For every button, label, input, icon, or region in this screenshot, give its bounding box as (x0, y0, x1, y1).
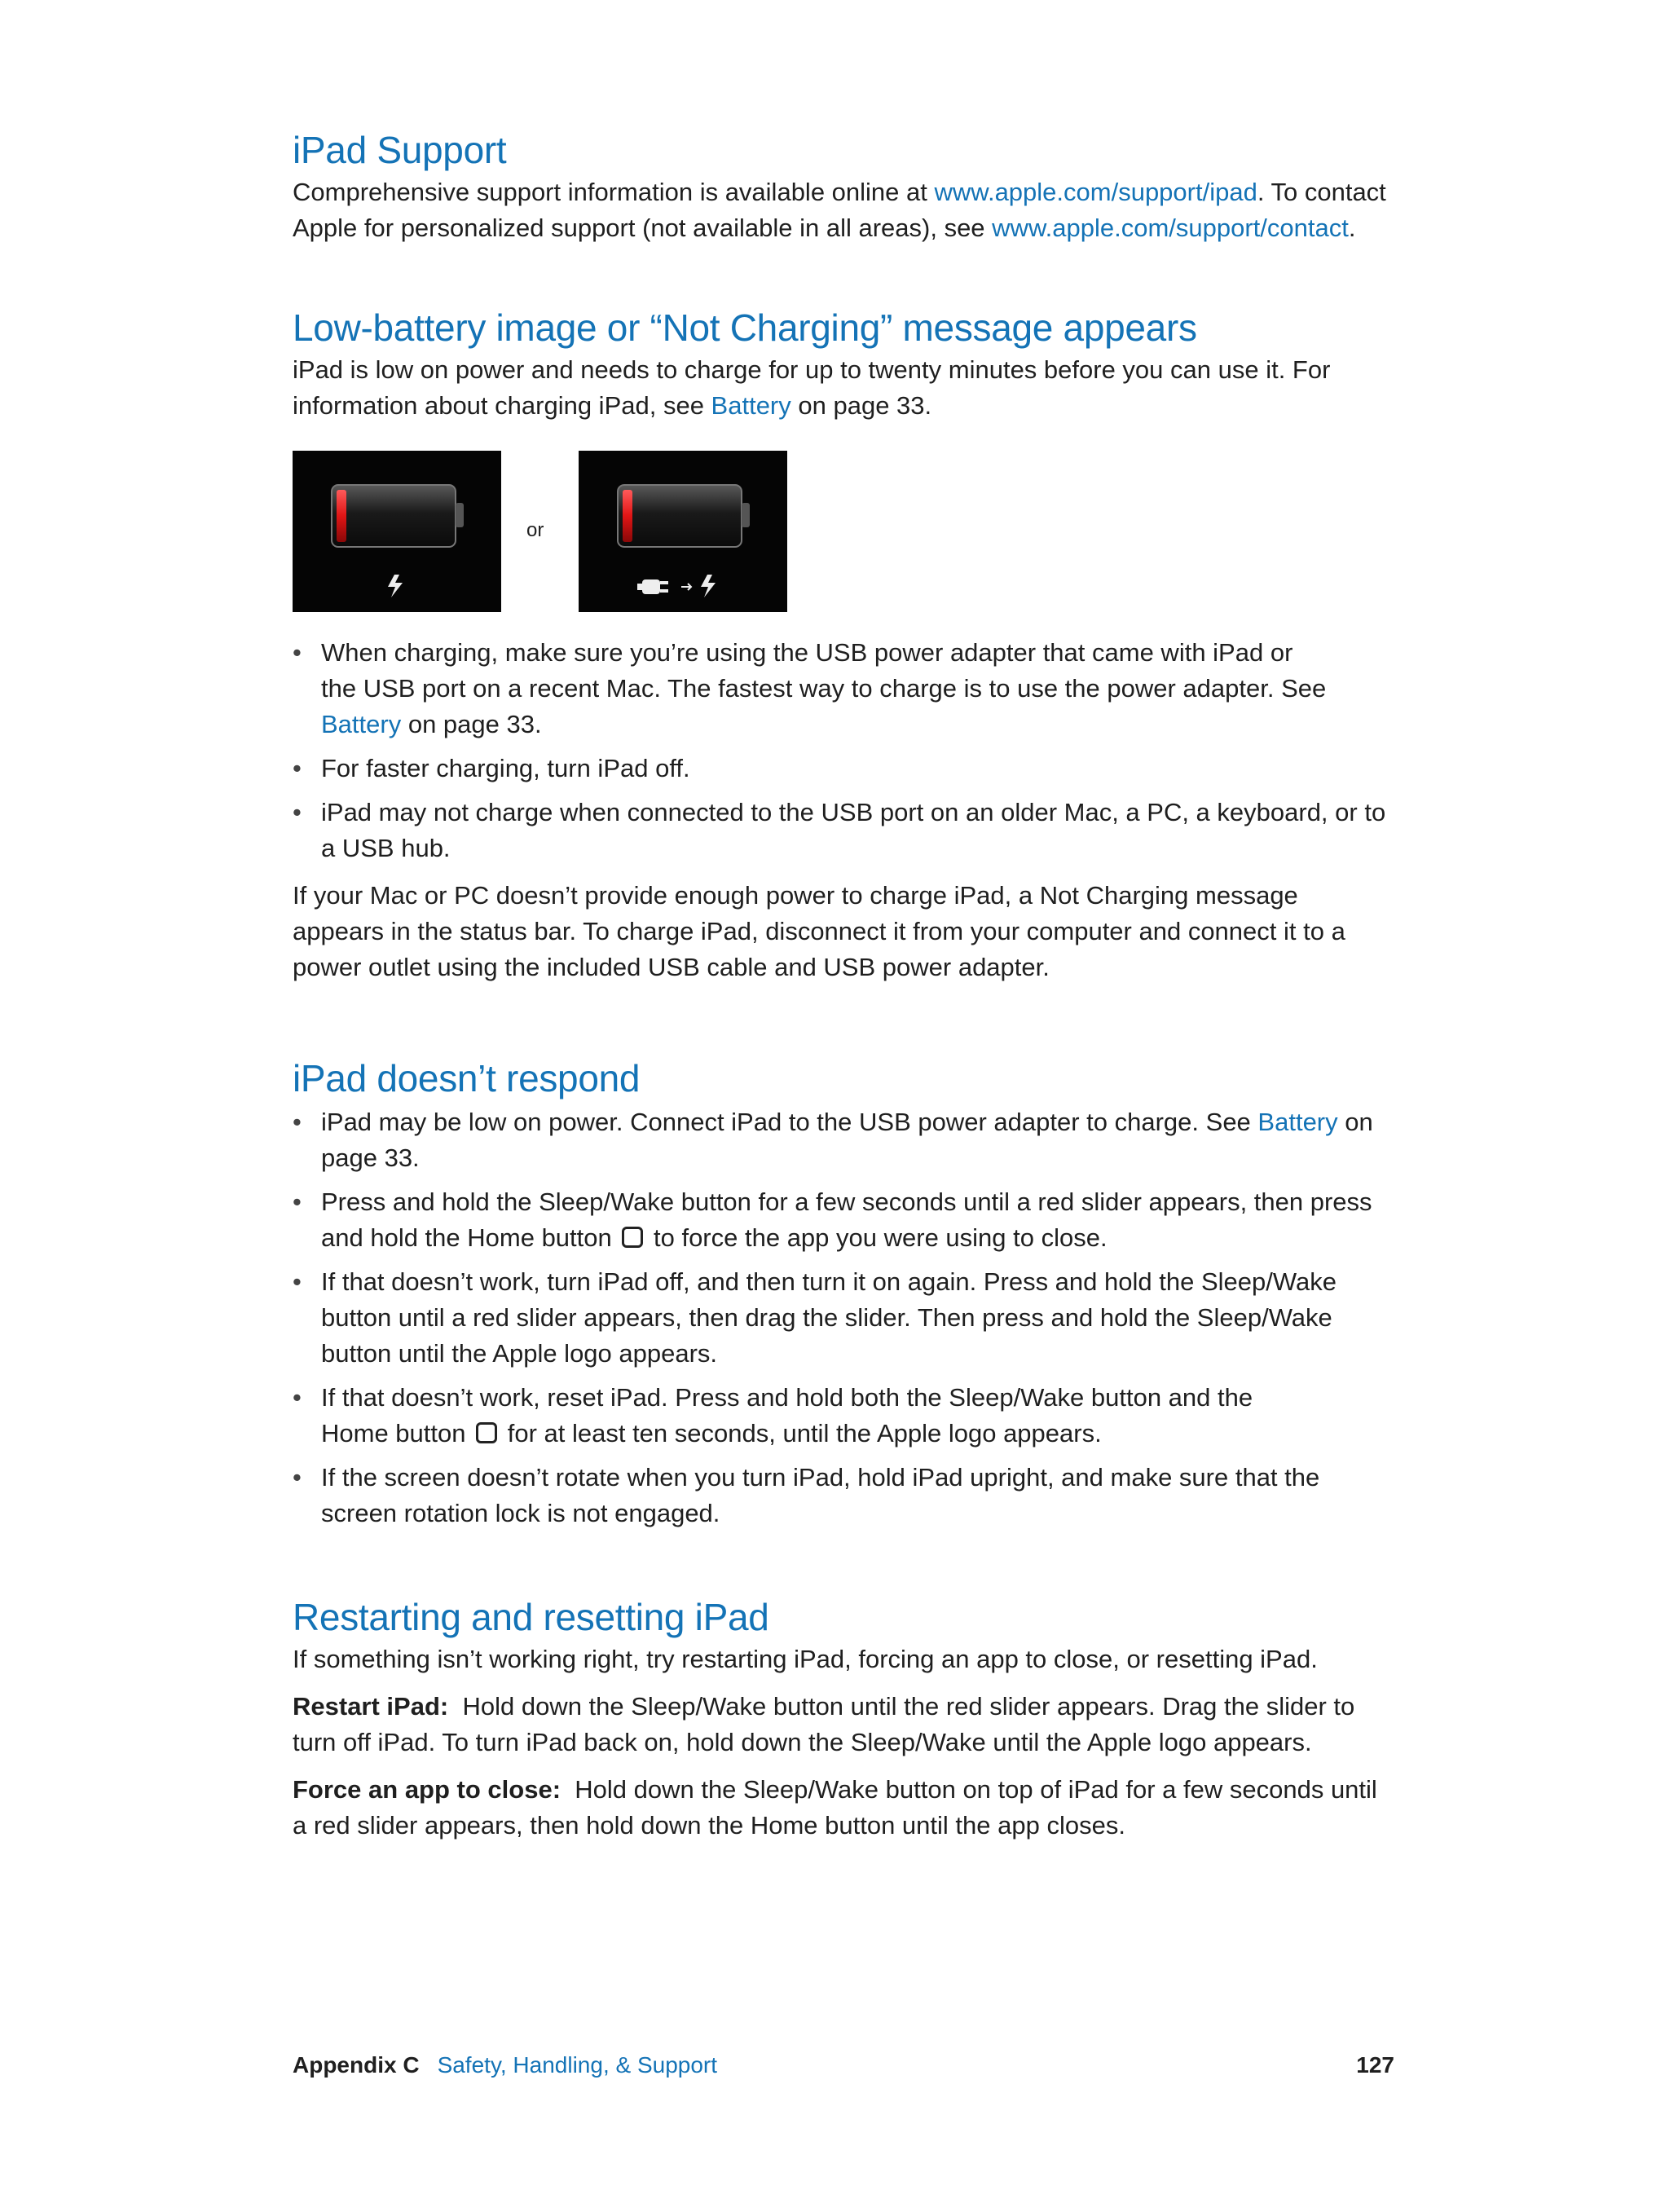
figure-or-label: or (526, 519, 544, 541)
section-title: iPad doesn’t respond (293, 1057, 641, 1099)
section-ipad-support (293, 129, 1401, 246)
list-item: • For faster charging, turn iPad off. (293, 754, 690, 782)
text-run: Press and hold the Sleep/Wake button for a few seconds until a red slider appears, then press (321, 1188, 1372, 1216)
text-run: power outlet using the included USB cable and USB power adapter. (293, 953, 1050, 981)
text-run: appears in the status bar. To charge iPad, disconnect it from your computer and connect it to a (293, 917, 1345, 945)
doesnt-respond-list (293, 1104, 1401, 1531)
text-run: If that doesn’t work, reset iPad. Press and hold both the Sleep/Wake button and the (321, 1383, 1253, 1412)
support-paragraph (293, 174, 1401, 246)
restart-intro: If something isn’t working right, try restarting iPad, forcing an app to close, or resetting iPad. (293, 1645, 1318, 1673)
restart-paragraph (293, 1689, 1401, 1760)
text-run: If the screen doesn’t rotate when you turn iPad, hold iPad upright, and make sure that the (321, 1463, 1320, 1492)
home-button-icon (622, 1227, 643, 1248)
text-run: button until a red slider appears, then drag the slider. Then press and hold the Sleep/Wake (321, 1303, 1332, 1332)
low-battery-list (293, 635, 1401, 866)
arrow-right-icon (681, 584, 691, 590)
text-run: and hold the Home button (321, 1223, 619, 1252)
text-run: information about charging iPad, see (293, 391, 711, 420)
text-run: button until the Apple logo appears. (321, 1339, 718, 1368)
page-footer (293, 2052, 1394, 2078)
text-run: on (1337, 1108, 1373, 1136)
not-charging-paragraph (293, 878, 1401, 985)
text-run: iPad may be low on power. Connect iPad to the USB power adapter to charge. See (321, 1108, 1258, 1136)
text-run: iPad is low on power and needs to charge for up to twenty minutes before you can use it. For (293, 355, 1331, 384)
chapter-link[interactable]: Safety, Handling, & Support (437, 2052, 718, 2078)
home-button-icon (476, 1422, 497, 1443)
text-run: the USB port on a recent Mac. The fastest way to charge is to use the power adapter. See (321, 674, 1327, 703)
section-low-battery (293, 306, 1401, 424)
support-link[interactable]: www.apple.com/support/ipad (934, 178, 1257, 206)
list-item: • Press and hold the Sleep/Wake button for a few seconds until a red slider appears, then press and hold the Home button to force the app you were using to close. (293, 1188, 1372, 1252)
text-run: for at least ten seconds, until the Apple logo appears. (500, 1419, 1102, 1447)
text-run: turn off iPad. To turn iPad back on, hold down the Sleep/Wake until the Apple logo appears. (293, 1728, 1312, 1756)
list-item: • If that doesn’t work, reset iPad. Press and hold both the Sleep/Wake button and the Home button for at least ten seconds, until the Apple logo appears. (293, 1383, 1253, 1447)
text-run: . To contact (1257, 178, 1386, 206)
text-run: Comprehensive support information is available online at (293, 178, 935, 206)
restart-label: Restart iPad: (293, 1692, 449, 1721)
text-run: Hold down the Sleep/Wake button until the red slider appears. Drag the slider to (448, 1692, 1355, 1721)
low-battery-intro (293, 352, 1401, 424)
not-charging-image (579, 451, 787, 612)
text-run: For faster charging, turn iPad off. (321, 754, 690, 782)
lightning-icon (388, 575, 403, 597)
low-battery-image (293, 451, 501, 612)
text-run: Home button (321, 1419, 473, 1447)
text-run: page 33. (321, 1143, 420, 1172)
text-run: Hold down the Sleep/Wake button on top of iPad for a few seconds until (561, 1775, 1377, 1804)
text-run: If your Mac or PC doesn’t provide enough power to charge iPad, a Not Charging message (293, 881, 1298, 910)
list-item: • iPad may not charge when connected to the USB port on an older Mac, a PC, a keyboard, or to a USB hub. (293, 798, 1386, 862)
plug-icon (637, 579, 668, 594)
contact-link[interactable]: www.apple.com/support/contact (992, 214, 1349, 242)
battery-link[interactable]: Battery (1257, 1108, 1338, 1136)
text-run: If that doesn’t work, turn iPad off, and then turn it on again. Press and hold the Sleep/Wake (321, 1267, 1337, 1296)
section-title: Low-battery image or “Not Charging” message appears (293, 306, 1197, 349)
text-run: to force the app you were using to close. (646, 1223, 1108, 1252)
text-run: screen rotation lock is not engaged. (321, 1499, 720, 1527)
battery-figure (293, 451, 798, 612)
battery-link[interactable]: Battery (711, 391, 791, 420)
force-close-paragraph (293, 1772, 1401, 1844)
text-run: When charging, make sure you’re using the USB power adapter that came with iPad or (321, 638, 1293, 667)
text-run: iPad may not charge when connected to the USB port on an older Mac, a PC, a keyboard, or to (321, 798, 1386, 826)
text-run: Apple for personalized support (not available in all areas), see (293, 214, 993, 242)
text-run: a red slider appears, then hold down the Home button until the app closes. (293, 1811, 1125, 1840)
lightning-icon (701, 575, 716, 597)
list-item: • iPad may be low on power. Connect iPad to the USB power adapter to charge. See Battery on page 33. (293, 1108, 1373, 1172)
section-restarting (293, 1596, 1401, 1844)
force-close-label: Force an app to close: (293, 1775, 561, 1804)
text-run: . (1348, 214, 1356, 242)
appendix-label: Appendix C (293, 2052, 420, 2078)
text-run: on page 33. (401, 710, 542, 738)
section-title: iPad Support (293, 129, 507, 171)
list-item: • If that doesn’t work, turn iPad off, and then turn it on again. Press and hold the Sleep/Wake button until a red slider appears, then drag the slider. Then press and hold the Sleep/Wake button until the Apple logo appears. (293, 1267, 1337, 1368)
battery-link[interactable]: Battery (321, 710, 402, 738)
section-doesnt-respond (293, 1057, 1401, 1540)
list-item: • If the screen doesn’t rotate when you turn iPad, hold iPad upright, and make sure that the screen rotation lock is not engaged. (293, 1463, 1320, 1527)
low-battery-details (293, 635, 1401, 985)
page-number: 127 (1356, 2052, 1394, 2078)
text-run: a USB hub. (321, 834, 451, 862)
list-item: • When charging, make sure you’re using the USB power adapter that came with iPad or the USB port on a recent Mac. The fastest way to charge is to use the power adapter. See Battery on page 33. (293, 638, 1327, 738)
text-run: on page 33. (790, 391, 932, 420)
section-title: Restarting and resetting iPad (293, 1596, 769, 1638)
